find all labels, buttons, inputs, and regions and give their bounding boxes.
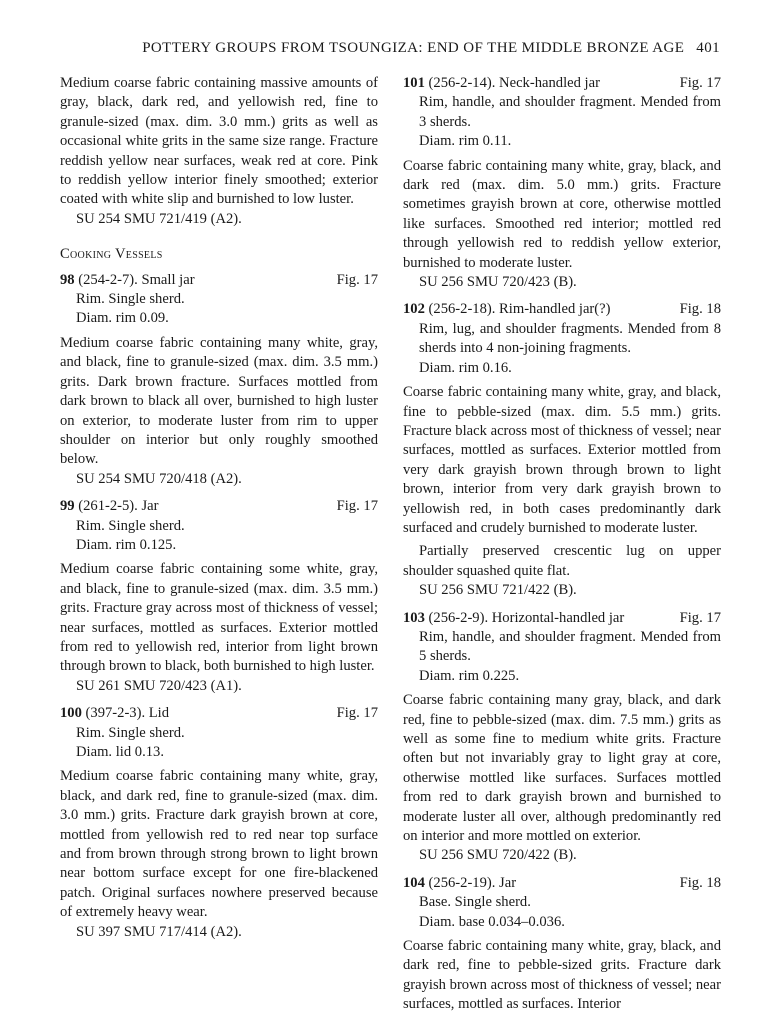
entry-title: (254-2-7). Small jar [74,271,195,288]
entry-su: SU 397 SMU 717/414 (A2). [76,923,242,940]
entry-line: Rim, handle, and shoulder fragment. Mended from 3 sherds. [419,94,721,130]
entry-line: Rim, handle, and shoulder fragment. Mended from 5 sherds. [419,628,721,665]
entry-line: Diam. lid 0.13. [76,744,164,760]
entry-number: 104 [403,874,425,891]
figure-ref: Fig. 17 [336,498,378,515]
page-number: 401 [696,40,720,56]
entry-title: (397-2-3). Lid [81,705,170,722]
entry-su: SU 256 SMU 720/423 (B). [419,274,577,291]
entry-line: Diam. rim 0.125. [76,536,177,553]
entry-description: Medium coarse fabric containing some white, gray, and black, fine to granule-sized (max. dim. 3.5 mm.) grits. Fracture gray across most of thickness of vessel; near surfaces, mottled as surfaces. Exterior mottled from red to yellowish red, interior from light brown through brown to black, both burnished to high luster. [60,561,378,675]
entry-su: SU 254 SMU 720/418 (A2). [76,470,242,487]
catalog-entry [403,874,721,1015]
entry-heading [403,874,721,893]
entry-description: Coarse fabric containing many gray, black, and dark red, fine to pebble-sized (max. dim. 7.5 mm.) grits as well as some fine to medium white grits. Fracture often but not invariably gray to light gray at core, otherwise mottled like surfaces. Surfaces mottled from red to dark grayish brown and burnished to moderate luster all over, although predominantly red on interior and more mottled on exterior. [403,692,721,845]
catalog-entry [60,497,378,696]
entry-line: Diam. rim 0.225. [419,667,520,684]
entry-heading [403,74,721,93]
section-title: Cooking Vessels [60,246,163,263]
entry-description: Medium coarse fabric containing many white, gray, black, and dark red, fine to granule-sized (max. dim. 3.0 mm.) grits. Fracture dark grayish brown at core, mottled from yellowish red to red near top surface and from brown through strong brown to light brown near bottom surface except for one fire-blackened patch. Original surfaces nowhere preserved because of extremely heavy wear. [60,768,378,921]
entry-su: SU 256 SMU 720/422 (B). [419,847,577,864]
entry-description: Coarse fabric containing many white, gray, black, and dark red, fine to pebble-sized grits. Fracture dark grayish brown across most of thickness of vessel; near surfaces, mottled as surfaces. Interior [403,938,721,1013]
entry-line: Diam. base 0.034–0.036. [419,913,565,930]
entry-title: (256-2-18). Rim-handled jar(?) [424,301,611,318]
catalog-entry [403,74,721,292]
entry-heading [403,609,721,628]
entry-heading [60,271,378,290]
figure-ref: Fig. 17 [679,75,721,91]
entry-title: (256-2-14). Neck-handled jar [424,75,600,91]
entry-su: SU 256 SMU 721/422 (B). [419,582,577,599]
catalog-entry [403,609,721,866]
figure-ref: Fig. 17 [336,705,378,722]
entry-su: SU 261 SMU 720/423 (A1). [76,677,242,694]
figure-ref: Fig. 17 [336,271,378,288]
entry-description: Medium coarse fabric containing many white, gray, and black, fine to granule-sized (max. dim. 3.5 mm.) grits. Dark brown fracture. Surfaces mottled from dark brown to black all over, burnished to high luster on exterior, to moderate luster from rim to upper shoulder on interior but only roughly smoothed below. [60,334,378,468]
entry-heading [60,704,378,723]
entry-note: Partially preserved crescentic lug on upper shoulder squashed quite flat. [403,543,721,579]
entry-number: 99 [60,498,75,515]
entry-line: Rim, lug, and shoulder fragments. Mended from 8 sherds into 4 non-joining fragments. [419,320,721,357]
catalog-entry [60,271,378,489]
entry-number: 103 [403,609,425,626]
header-title: POTTERY GROUPS FROM TSOUNGIZA: END OF THE MIDDLE BRONZE AGE [142,40,685,56]
entry-title: (261-2-5). Jar [74,498,159,515]
entry-heading [60,497,378,516]
catalog-entry [60,704,378,942]
entry-title: (256-2-19). Jar [424,874,517,891]
entry-number: 102 [403,301,425,318]
entry-description: Coarse fabric containing many white, gray, and black, fine to pebble-sized (max. dim. 5.5 mm.) grits. Fracture black across most of thickness of vessel; near surfaces, mottled as surfaces. Exterior mottled from very dark grayish brown through brown to light brown, interior from very dark grayish brown to yellowish red, in both cases predominantly dark surfaced and crudely burnished to moderate luster. [403,384,721,536]
catalog-entry [403,300,721,600]
entry-number: 101 [403,75,425,91]
entry-line: Diam. rim 0.16. [419,359,512,376]
entry-line: Rim. Single sherd. [76,517,185,534]
entry-description: Coarse fabric containing many white, gray, black, and dark red (max. dim. 5.0 mm.) grits. Fracture sometimes grayish brown at core, otherwise mottled like surfaces. Smoothed red interior; mottled red through yellowish red to reddish yellow exterior, burnished to moderate luster. [403,157,721,271]
entry-line: Rim. Single sherd. [76,724,185,741]
intro-su: SU 254 SMU 721/419 (A2). [76,210,242,227]
entry-line: Diam. rim 0.11. [419,133,512,150]
figure-ref: Fig. 18 [679,301,721,318]
entry-line: Base. Single sherd. [419,894,531,911]
entry-number: 100 [60,705,82,722]
figure-ref: Fig. 17 [679,609,721,626]
entry-number: 98 [60,271,75,288]
entry-line: Rim. Single sherd. [76,291,185,308]
entry-heading [403,300,721,319]
figure-ref: Fig. 18 [679,874,721,891]
entry-line: Diam. rim 0.09. [76,310,169,327]
left-column [60,74,378,942]
right-column [403,74,721,1015]
running-header [60,40,720,57]
entry-title: (256-2-9). Horizontal-handled jar [424,609,625,626]
intro-paragraph: Medium coarse fabric containing massive amounts of gray, black, dark red, and yellowish red, fine to granule-sized (max. dim. 3.0 mm.) grits as well as occasional white grits in the same size range. Fracture reddish yellow near surfaces, weak red at core. Pink to reddish yellow interior finely smoothed; exterior coated with white slip and burnished to low luster. [60,75,378,208]
